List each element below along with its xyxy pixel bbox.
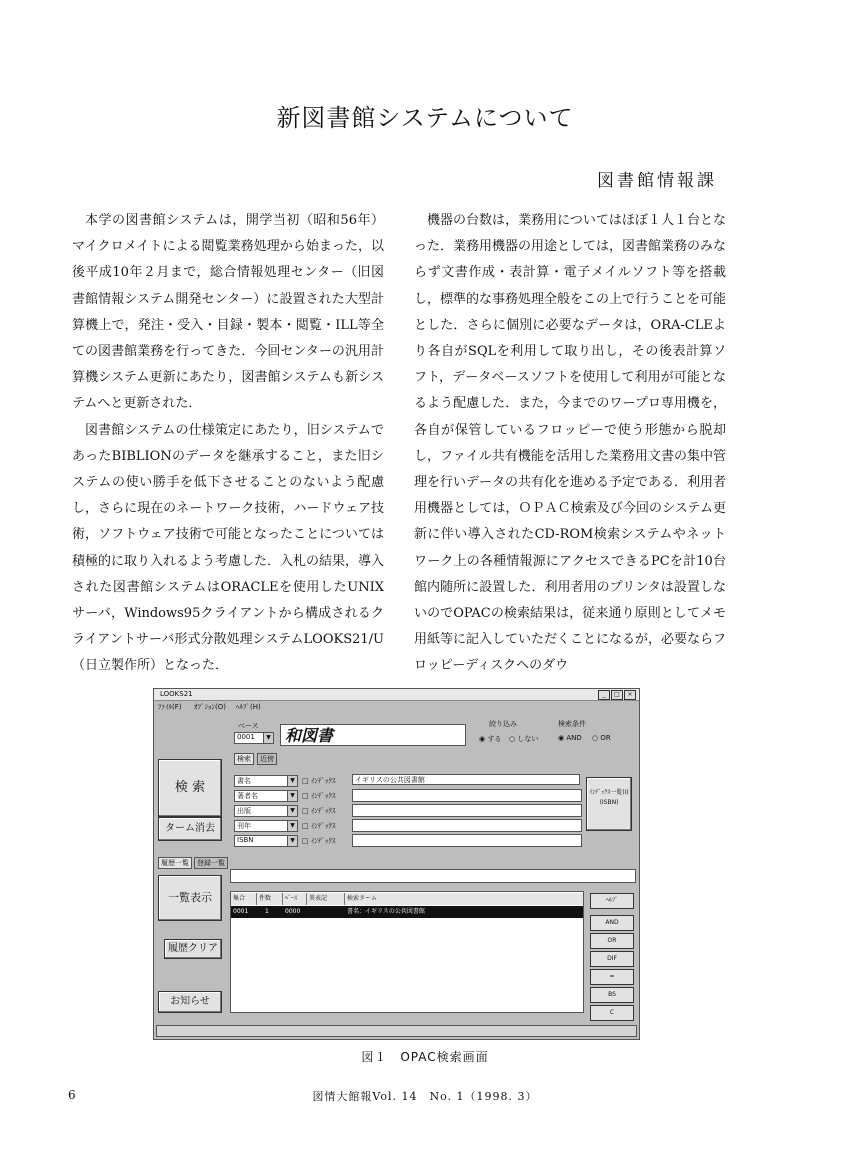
tab-registered[interactable]: 登録一覧 bbox=[194, 857, 228, 869]
opac-screenshot bbox=[153, 688, 640, 1040]
history-clear-button[interactable]: 履歴クリア bbox=[164, 939, 222, 959]
page-number: 6 bbox=[68, 1088, 76, 1102]
author: 図書館情報課 bbox=[597, 171, 717, 191]
status-bar bbox=[156, 1025, 637, 1037]
index-checkbox[interactable]: □ ｲﾝﾃﾞｯｸｽ bbox=[302, 792, 336, 800]
search-button[interactable]: 検 索 bbox=[158, 759, 222, 817]
table-header[interactable]: 件数 bbox=[257, 893, 283, 905]
condition-or-radio[interactable]: ○ OR bbox=[592, 734, 611, 742]
menu-bar bbox=[154, 701, 639, 712]
maximize-icon[interactable]: □ bbox=[611, 690, 623, 700]
table-header[interactable]: 検索ターム bbox=[345, 893, 583, 905]
dif-button[interactable]: DIF bbox=[590, 951, 634, 967]
field-select[interactable]: 刊年 ▼ bbox=[234, 820, 298, 832]
field-select[interactable]: 出版 ▼ bbox=[234, 805, 298, 817]
left-column bbox=[72, 208, 384, 680]
term-clear-button[interactable]: ターム消去 bbox=[158, 817, 222, 841]
condition-and-radio[interactable]: ◉ AND bbox=[558, 734, 582, 742]
paragraph: 機器の台数は，業務用についてはほぼ１人１台となった．業務用機器の用途としては，図書館業務のみならず文書作成・表計算・電子メイルソフト等を搭載し，標準的な事務処理全般をこの上で行うことを可能とした．さらに個別に必要なデータは，ORA-CLEより各自がSQLを利用して取り出し，その後表計算ソフト，データベースソフトを使用して利用が可能となるよう配慮した．また，今までのワープロ専用機を，各自が保管しているフロッピーで使う形態から脱却し，ファイル共有機能を活用した業務用文書の集中管理を行いデータの共有化を進める予定である．利用者用機器としては，ＯＰＡＣ検索及び今回のシステム更新に伴い導入されたCD-ROM検索システムやネットワーク上の各種情報源にアクセスできるPCを計10台館内随所に設置した．利用者用のプリンタは設置しないのでOPACの検索結果は，従来通り原則としてメモ用紙等に記入していただくことになるが，必要ならフロッピーディスクへのダウ bbox=[414, 213, 727, 674]
filter-radio-off[interactable]: ○ しない bbox=[509, 735, 539, 743]
menu-file[interactable]: ﾌｧｲﾙ(F) bbox=[158, 703, 182, 711]
window-title: LOOKS21 bbox=[160, 690, 193, 698]
article-title: 新図書館システムについて bbox=[276, 104, 574, 132]
database-name[interactable]: 和図書 bbox=[280, 724, 466, 746]
search-term-input[interactable] bbox=[352, 819, 582, 832]
equals-button[interactable]: = bbox=[590, 969, 634, 985]
index-checkbox[interactable]: □ ｲﾝﾃﾞｯｸｽ bbox=[302, 822, 336, 830]
table-row[interactable]: 0001 1 0000 書名：イギリスの公共図書館 bbox=[231, 906, 583, 918]
bs-button[interactable]: BS bbox=[590, 987, 634, 1003]
field-select[interactable]: 著者名 ▼ bbox=[234, 790, 298, 802]
table-header[interactable]: ﾍﾞｰｽ bbox=[283, 893, 307, 905]
footer: 図情大館報Vol. 14 No. 1（1998. 3） bbox=[312, 1090, 538, 1103]
window-titlebar bbox=[154, 689, 639, 701]
minimize-icon[interactable]: _ bbox=[598, 690, 610, 700]
index-checkbox[interactable]: □ ｲﾝﾃﾞｯｸｽ bbox=[302, 837, 336, 845]
search-term-input[interactable] bbox=[352, 804, 582, 817]
search-term-input[interactable] bbox=[352, 789, 582, 802]
filter-radio-on[interactable]: ◉ する bbox=[479, 735, 502, 743]
field-select[interactable]: ISBN ▼ bbox=[234, 835, 298, 847]
notice-button[interactable]: お知らせ bbox=[158, 991, 222, 1013]
menu-help[interactable]: ﾍﾙﾌﾟ(H) bbox=[236, 703, 261, 711]
paragraph: 図書館システムの仕様策定にあたり，旧システムであったBIBLIONのデータを継承すること，また旧システムの使い勝手を低下させることのないよう配慮し，さらに現在のネートワーク技術，ハードウェア技術，ソフトウェア技術で可能となったことについては積極的に取り入れるよう考慮した．入札の結果，導入された図書館システムはORACLEを使用したUNIXサーバ，Windows95クライアントから構成されるクライアントサーバ形式分散処理システムLOOKS21/U（日立製作所）となった． bbox=[72, 422, 385, 674]
menu-options[interactable]: ｵﾌﾟｼｮﾝ(O) bbox=[194, 703, 226, 711]
index-checkbox[interactable]: □ ｲﾝﾃﾞｯｸｽ bbox=[302, 807, 336, 815]
tab-search[interactable]: 検索 bbox=[234, 753, 254, 765]
history-input[interactable] bbox=[230, 869, 636, 883]
right-column bbox=[414, 208, 726, 680]
index-list-button[interactable]: ｲﾝﾃﾞｯｸｽ一覧(I) (ISBN) bbox=[586, 777, 632, 831]
list-display-button[interactable]: 一覧表示 bbox=[158, 875, 222, 921]
search-term-input[interactable] bbox=[352, 834, 582, 847]
filter-label: 絞り込み bbox=[489, 720, 517, 728]
figure-caption: 図１ OPAC検索画面 bbox=[361, 1050, 489, 1064]
close-icon[interactable]: × bbox=[624, 690, 636, 700]
and-button[interactable]: AND bbox=[590, 915, 634, 931]
history-table bbox=[230, 891, 584, 1013]
condition-label: 検索条件 bbox=[558, 720, 586, 728]
tab-history[interactable]: 履歴一覧 bbox=[158, 857, 192, 869]
base-label: ベース bbox=[238, 722, 259, 730]
base-select[interactable]: 0001 ▼ bbox=[234, 732, 274, 744]
search-term-input[interactable]: イギリスの公共図書館 bbox=[352, 774, 580, 785]
chevron-down-icon: ▼ bbox=[263, 733, 273, 743]
table-header[interactable]: 異表記 bbox=[307, 893, 345, 905]
index-checkbox[interactable]: □ ｲﾝﾃﾞｯｸｽ bbox=[302, 777, 336, 785]
tab-neighbor[interactable]: 近傍 bbox=[257, 753, 277, 765]
or-button[interactable]: OR bbox=[590, 933, 634, 949]
paragraph: 本学の図書館システムは，開学当初（昭和56年）マイクロメイトによる閲覧業務処理から始まった，以後平成10年２月まで，総合情報処理センター（旧図書館情報システム開発センター）に設置された大型計算機上で，発注・受入・目録・製本・閲覧・ILL等全ての図書館業務を行ってきた．今回センターの汎用計算機システム更新にあたり，図書館システムも新システムへと更新された． bbox=[72, 213, 384, 412]
help-button[interactable]: ﾍﾙﾌﾟ bbox=[590, 893, 634, 909]
field-select[interactable]: 書名 ▼ bbox=[234, 775, 298, 787]
clear-button[interactable]: C bbox=[590, 1005, 634, 1021]
table-header[interactable]: 集合 bbox=[231, 893, 257, 905]
